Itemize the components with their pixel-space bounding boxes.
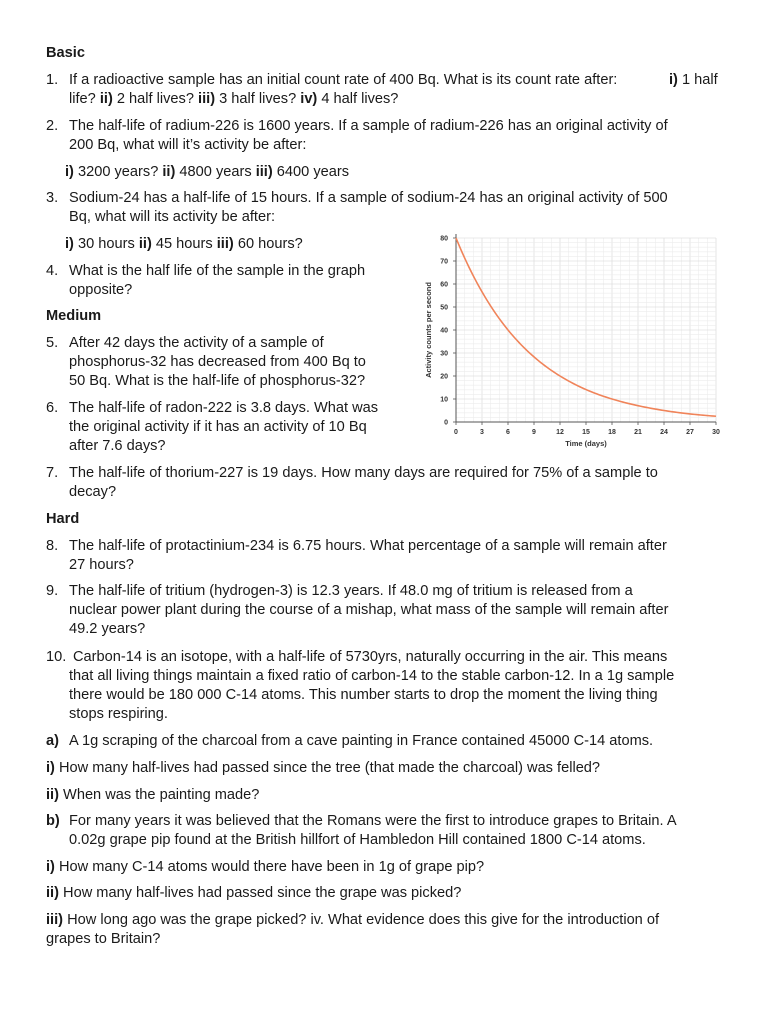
question-1-line-2 (69, 90, 398, 109)
question-6-line-1: The half-life of radon-222 is 3.8 days. What was (69, 400, 379, 416)
question-10b-iii-line-2: grapes to Britain? (46, 931, 161, 947)
question-5-line-2: phosphorus-32 has decreased from 400 Bq to (69, 354, 366, 370)
question-text: 30 hours (77, 236, 135, 252)
question-1-line-1 (69, 71, 617, 90)
sub-label: iii) (46, 912, 64, 928)
question-text: life? (69, 91, 96, 107)
question-4-line-2: opposite? (69, 282, 133, 298)
question-10b-line-1: For many years it was believed that the Romans were the first to introduce grapes to Britain. A (69, 813, 677, 829)
y-tick-label: 10 (440, 396, 448, 404)
sub-label: b) (46, 813, 60, 829)
question-3-line-1: Sodium-24 has a half-life of 15 hours. If a sample of sodium-24 has an original activity of 500 (69, 190, 668, 206)
x-tick-label: 21 (634, 429, 642, 436)
y-tick-label: 50 (440, 304, 448, 312)
question-4-line-1: What is the half life of the sample in the graph (69, 263, 366, 279)
x-tick-label: 30 (712, 429, 720, 436)
question-9-line-3: 49.2 years? (69, 621, 146, 637)
section-heading-hard: Hard (46, 511, 80, 527)
chart-grid (456, 238, 716, 422)
question-text: 3 half lives? (219, 91, 297, 107)
decay-chart (418, 228, 728, 453)
question-text: 60 hours? (237, 236, 303, 252)
question-text: 2 half lives? (116, 91, 194, 107)
question-number: 8. (46, 538, 59, 554)
sub-label: iii) (255, 164, 273, 180)
question-10-line-3: there would be 180 000 C-14 atoms. This number starts to drop the moment the living thing (69, 687, 658, 703)
question-text: 6400 years (276, 164, 350, 180)
question-6-line-2: the original activity if it has an activity of 10 Bq (69, 419, 367, 435)
question-text: How many half-lives had passed since the tree (that made the charcoal) was felled? (58, 760, 601, 776)
question-number: 10. (46, 649, 67, 665)
sub-label: ii) (99, 91, 113, 107)
question-text: 45 hours (155, 236, 213, 252)
question-10b (46, 812, 60, 831)
question-9-line-1: The half-life of tritium (hydrogen-3) is 12.3 years. If 48.0 mg of tritium is released from a (69, 583, 633, 599)
x-axis-label: Time (days) (565, 439, 607, 448)
question-text: When was the painting made? (63, 787, 260, 803)
question-8-line-2: 27 hours? (69, 557, 134, 573)
y-axis-label: Activity counts per second (424, 282, 433, 378)
question-text: 1 half (681, 72, 718, 88)
y-tick-label: 80 (440, 235, 448, 243)
question-number: 3. (46, 190, 59, 206)
sub-label: ii) (46, 787, 59, 803)
question-10-line-2: that all living things maintain a fixed ratio of carbon-14 to the stable carbon-12. In a 1g sample (69, 668, 675, 684)
question-10b-line-2: 0.02g grape pip found at the British hillfort of Hambledon Hill contained 1800 C-14 atoms. (69, 832, 646, 848)
question-3-subparts (65, 235, 303, 254)
question-number: 7. (46, 465, 59, 481)
question-2-line-1: The half-life of radium-226 is 1600 years. If a sample of radium-226 has an original activity of (69, 118, 668, 134)
question-text: 4800 years (179, 164, 252, 180)
question-7-line-2: decay? (69, 484, 117, 500)
question-10b-iii (46, 911, 659, 930)
x-tick-label: 24 (660, 429, 668, 436)
question-10a-ii (46, 786, 259, 805)
question-number: 5. (46, 335, 59, 351)
sub-label: ii) (162, 164, 176, 180)
question-2-line-2: 200 Bq, what will it’s activity be after: (69, 137, 307, 153)
question-2-subparts (65, 163, 349, 182)
question-number: 2. (46, 118, 59, 134)
y-tick-label: 40 (440, 327, 448, 335)
y-tick-label: 0 (444, 419, 448, 427)
question-5-line-3: 50 Bq. What is the half-life of phosphorus-32? (69, 373, 366, 389)
sub-label: iv) (300, 91, 318, 107)
question-10a-i (46, 759, 600, 778)
question-text: 4 half lives? (321, 91, 399, 107)
x-tick-label: 0 (454, 429, 458, 436)
question-text: How long ago was the grape picked? iv. What evidence does this give for the introduction of (67, 912, 660, 928)
x-tick-label: 18 (608, 429, 616, 436)
question-10-line-4: stops respiring. (69, 706, 168, 722)
sub-label: i) (65, 236, 74, 252)
question-6-line-3: after 7.6 days? (69, 438, 166, 454)
sub-label: i) (669, 72, 678, 88)
question-number: 1. (46, 72, 59, 88)
sub-label: ii) (138, 236, 152, 252)
section-heading-basic: Basic (46, 45, 85, 61)
sub-label: i) (46, 859, 55, 875)
question-10b-ii (46, 884, 461, 903)
question-7-line-1: The half-life of thorium-227 is 19 days. How many days are required for 75% of a sample to (69, 465, 658, 481)
question-text: How many C-14 atoms would there have been in 1g of grape pip? (58, 859, 485, 875)
sub-label: iii) (216, 236, 234, 252)
y-tick-label: 30 (440, 350, 448, 358)
x-tick-label: 6 (506, 429, 510, 436)
question-number: 9. (46, 583, 59, 599)
x-tick-label: 27 (686, 429, 694, 436)
question-9-line-2: nuclear power plant during the course of a mishap, what mass of the sample will remain after (69, 602, 669, 618)
question-8-line-1: The half-life of protactinium-234 is 6.75 hours. What percentage of a sample will remain after (69, 538, 667, 554)
question-number: 4. (46, 263, 59, 279)
question-text: How many half-lives had passed since the grape was picked? (63, 885, 462, 901)
sub-label: iii) (198, 91, 216, 107)
x-tick-label: 12 (556, 429, 564, 436)
question-5-line-1: After 42 days the activity of a sample of (69, 335, 324, 351)
question-text: 3200 years? (77, 164, 159, 180)
sub-label: i) (65, 164, 74, 180)
section-heading-medium: Medium (46, 308, 102, 324)
y-tick-label: 60 (440, 281, 448, 289)
question-1-line-1-end (669, 71, 718, 90)
question-10b-i (46, 858, 484, 877)
x-tick-label: 15 (582, 429, 590, 436)
y-tick-label: 70 (440, 258, 448, 266)
question-text: If a radioactive sample has an initial count rate of 400 Bq. What is its count rate after: (69, 72, 618, 88)
question-10-line-1: Carbon-14 is an isotope, with a half-life of 5730yrs, naturally occurring in the air. This means (73, 649, 668, 665)
x-tick-label: 9 (532, 429, 536, 436)
question-10a-text: A 1g scraping of the charcoal from a cave painting in France contained 45000 C-14 atoms. (69, 733, 654, 749)
sub-label: ii) (46, 885, 59, 901)
question-number: 6. (46, 400, 59, 416)
x-tick-label: 3 (480, 429, 484, 436)
question-10a (46, 732, 59, 751)
sub-label: a) (46, 733, 59, 749)
y-tick-label: 20 (440, 373, 448, 381)
question-3-line-2: Bq, what will its activity be after: (69, 209, 276, 225)
sub-label: i) (46, 760, 55, 776)
